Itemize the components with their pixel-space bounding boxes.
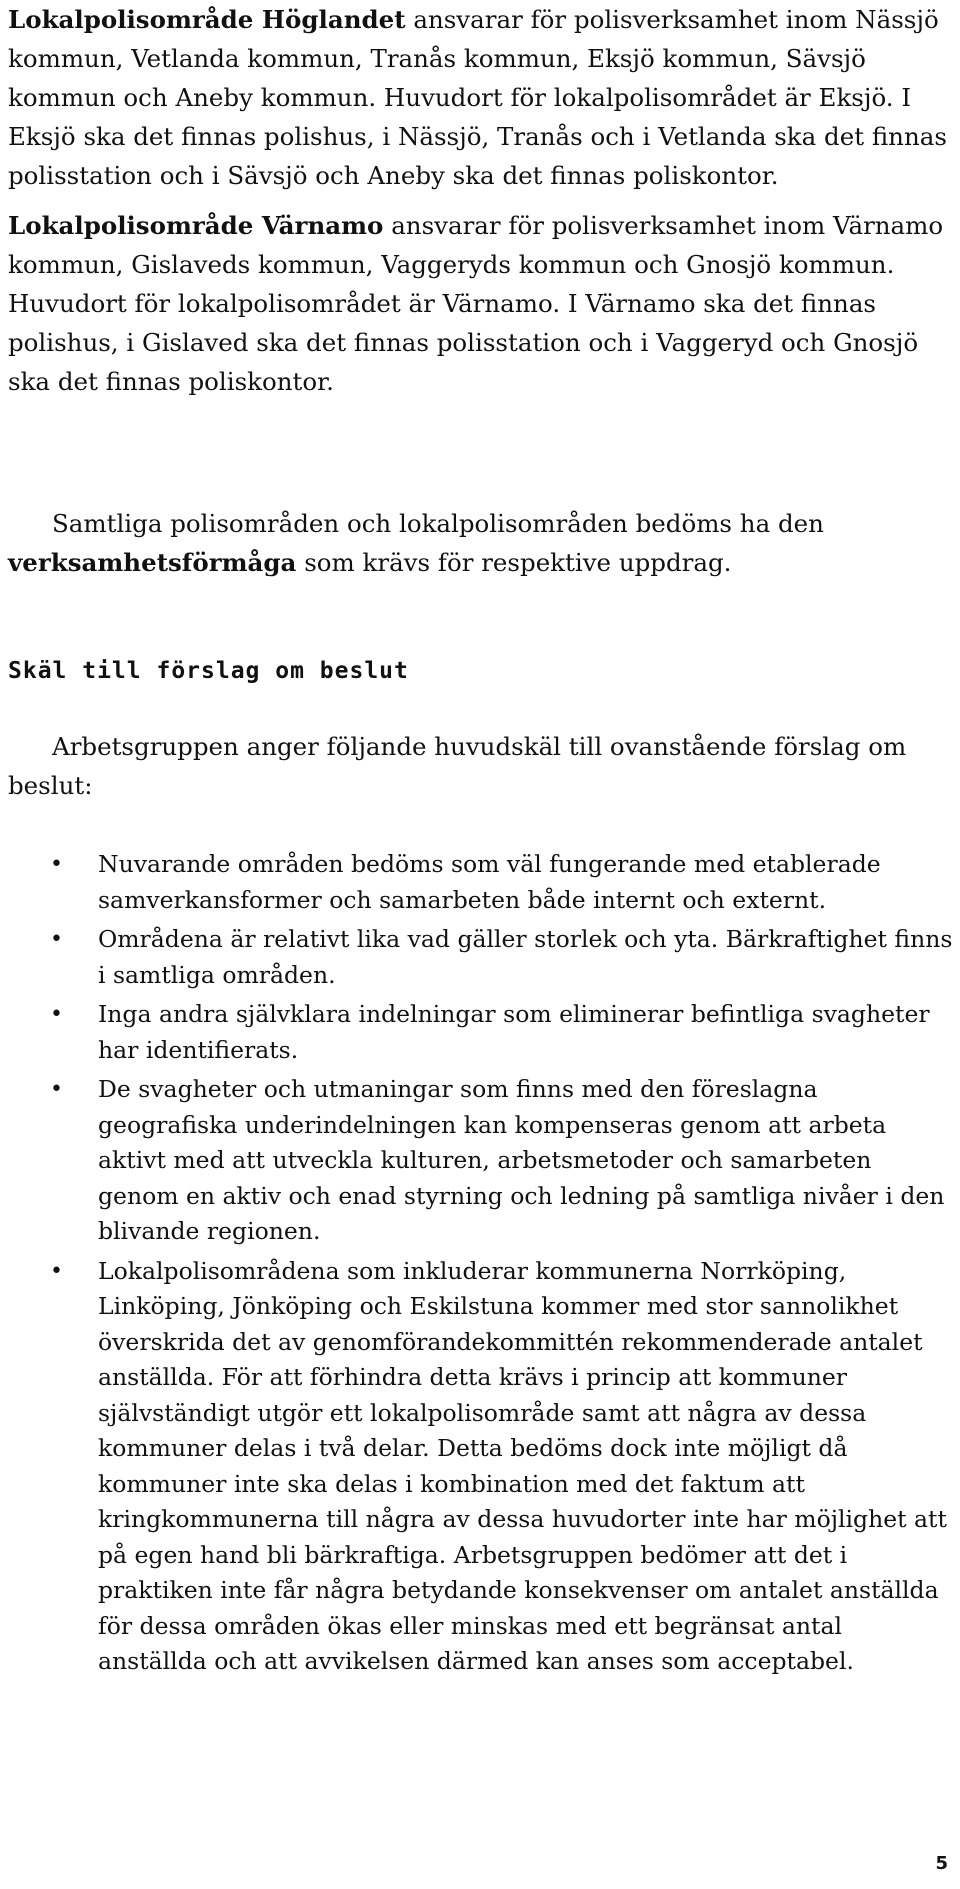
bullet-icon: • [50,927,63,952]
text-samtliga-after: som krävs för respektive uppdrag. [296,548,732,577]
paragraph-hoglandet [8,0,953,195]
bullet-icon: • [50,1002,63,1027]
bullet-icon: • [50,852,63,877]
list-item-text: Nuvarande områden bedöms som väl fungerande med etablerade samverkansformer och samarbeten både internt och externt. [98,850,881,914]
list-item [8,922,953,993]
list-item [8,847,953,918]
term-verksamhetsformaga: verksamhetsförmåga [8,548,297,577]
list-item-text: Inga andra självklara indelningar som eliminerar befintliga svagheter har identifierats. [98,1000,930,1064]
list-item [8,1254,953,1680]
page-number: 5 [935,1853,948,1874]
term-varnamo: Lokalpolisområde Värnamo [8,211,384,240]
list-item-text: De svagheter och utmaningar som finns med den föreslagna geografiska underindelningen kan kompenseras genom att arbeta aktivt med att utveckla kulturen, arbetsmetoder och samarbeten genom en aktiv och enad styrning och ledning på samtliga nivåer i den blivande regionen. [98,1075,945,1245]
list-item-text: Lokalpolisområdena som inkluderar kommunerna Norrköping, Linköping, Jönköping och Eskilstuna kommer med stor sannolikhet överskrida det av genomförandekommittén rekommenderade antalet anställda. För att förhindra detta krävs i princip att kommuner självständigt utgör ett lokalpolisområde samt att några av dessa kommuner delas i två delar. Detta bedöms dock inte möjligt då kommuner inte ska delas i kombination med det faktum att kringkommunerna till några av dessa huvudorter inte har möjlighet att på egen hand bli bärkraftiga. Arbetsgruppen bedömer att det i praktiken inte får några betydande konsekvenser om antalet anställda för dessa områden ökas eller minskas med ett begränsat antal anställda och att avvikelsen därmed kan anses som acceptabel. [98,1256,947,1675]
paragraph-samtliga [8,504,953,582]
text-hoglandet: ansvarar för polisverksamhet inom Nässjö kommun, Vetlanda kommun, Tranås kommun, Eksjö kommun, Sävsjö kommun och Aneby kommun. Huvudort för lokalpolisområdet är Eksjö. I Eksjö ska det finnas polishus, i Nässjö, Tranås och i Vetlanda ska det finnas polisstation och i Sävsjö och Aneby ska det finnas poliskontor. [8,5,947,190]
paragraph-varnamo [8,206,953,401]
list-item [8,1072,953,1250]
list-item [8,997,953,1068]
section-intro: Arbetsgruppen anger följande huvudskäl till ovanstående förslag om beslut: [8,732,907,800]
text-samtliga-before: Samtliga polisområden och lokalpolisområden bedöms ha den [52,509,824,538]
section-heading: Skäl till förslag om beslut [8,658,409,684]
text-varnamo: ansvarar för polisverksamhet inom Värnamo kommun, Gislaveds kommun, Vaggeryds kommun och Gnosjö kommun. Huvudort för lokalpolisområdet är Värnamo. I Värnamo ska det finnas polishus, i Gislaved ska det finnas polisstation och i Vaggeryd och Gnosjö ska det finnas poliskontor. [8,211,944,396]
list-item-text: Områdena är relativt lika vad gäller storlek och yta. Bärkraftighet finns i samtliga områden. [98,925,953,989]
bullet-icon: • [50,1077,63,1102]
bullet-icon: • [50,1258,63,1284]
reasons-list [8,847,953,1684]
term-hoglandet: Lokalpolisområde Höglandet [8,5,406,34]
